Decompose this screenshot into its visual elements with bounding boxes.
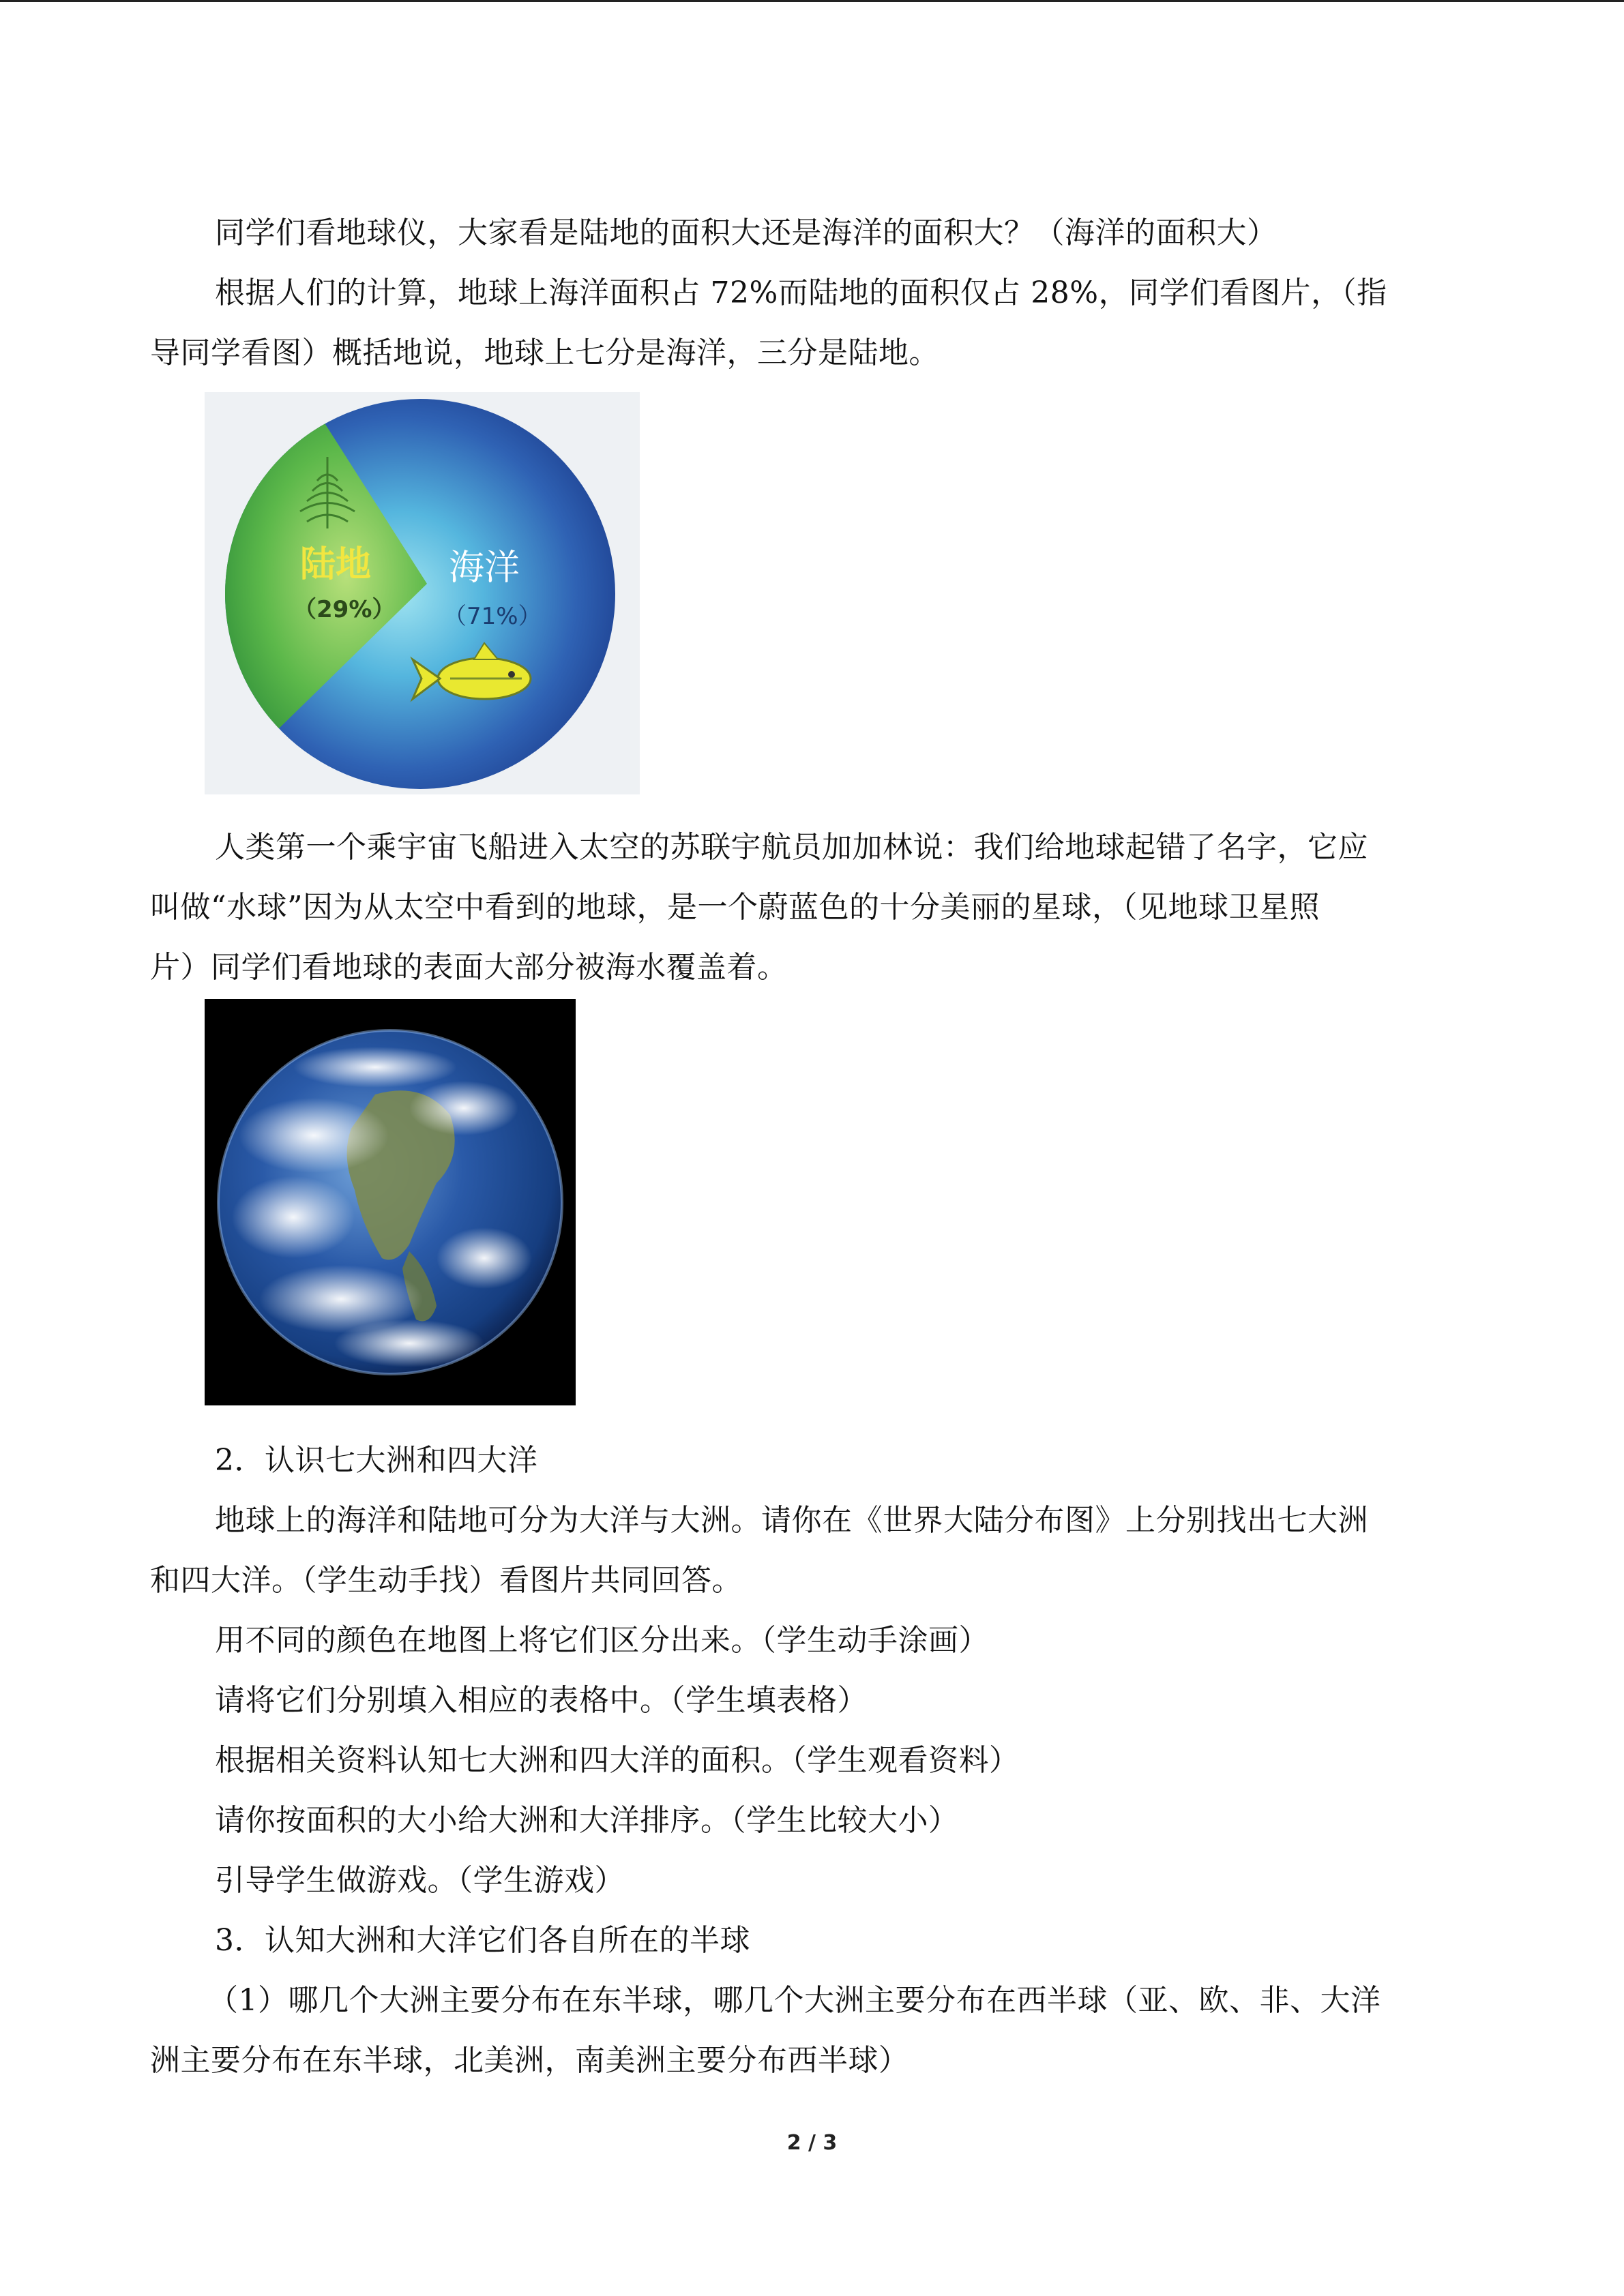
page-number: 2 / 3 (786, 2131, 838, 2155)
paragraph-color-map: 用不同的颜色在地图上将它们区分出来。（学生动手涂画） (215, 1623, 989, 1658)
paragraph-gagarin-line-3: 片）同学们看地球的表面大部分被海水覆盖着。 (150, 950, 788, 985)
earth-satellite-figure (205, 999, 576, 1405)
land-ocean-pie-svg (205, 392, 640, 794)
paragraph-gagarin-line-2: 叫做“水球”因为从太空中看到的地球，是一个蔚蓝色的十分美丽的星球，（见地球卫星照 (150, 890, 1320, 925)
paragraph-game: 引导学生做游戏。（学生游戏） (215, 1863, 625, 1898)
ocean-percent: （71%） (443, 603, 542, 630)
section-heading-hemispheres: 3．认知大洲和大洋它们各自所在的半球 (215, 1923, 750, 1958)
paragraph-globe-question: 同学们看地球仪，大家看是陆地的面积大还是海洋的面积大？（海洋的面积大） (215, 215, 1278, 250)
paragraph-ocean-area-line-2: 导同学看图）概括地说，地球上七分是海洋，三分是陆地。 (150, 336, 939, 370)
paragraph-fill-table: 请将它们分别填入相应的表格中。（学生填表格） (215, 1683, 868, 1718)
paragraph-hemispheres-line-2: 洲主要分布在东半球，北美洲，南美洲主要分布西半球） (150, 2043, 909, 2078)
paragraph-sort-by-area: 请你按面积的大小给大洲和大洋排序。（学生比较大小） (215, 1803, 959, 1838)
land-percent: （29%） (293, 596, 396, 623)
earth-svg (205, 999, 576, 1405)
ocean-label: 海洋 (449, 548, 520, 588)
paragraph-hemispheres-line-1: （1）哪几个大洲主要分布在东半球，哪几个大洲主要分布在西半球（亚、欧、非、大洋 (208, 1983, 1381, 2018)
paragraph-gagarin-line-1: 人类第一个乘宇宙飞船进入太空的苏联宇航员加加林说：我们给地球起错了名字，它应 (215, 830, 1368, 865)
paragraph-find-continents-line-1: 地球上的海洋和陆地可分为大洋与大洲。请你在《世界大陆分布图》上分别找出七大洲 (215, 1503, 1368, 1538)
land-label: 陆地 (300, 544, 372, 585)
top-border (0, 0, 1624, 2)
paragraph-find-continents-line-2: 和四大洋。（学生动手找）看图片共同回答。 (150, 1563, 742, 1598)
section-heading-continents-oceans: 2．认识七大洲和四大洋 (215, 1443, 538, 1478)
paragraph-area-data: 根据相关资料认知七大洲和四大洋的面积。（学生观看资料） (215, 1743, 1020, 1778)
land-ocean-pie-figure (205, 392, 640, 794)
paragraph-ocean-area-line-1: 根据人们的计算，地球上海洋面积占 72%而陆地的面积仅占 28%，同学们看图片，（指 (215, 275, 1387, 310)
